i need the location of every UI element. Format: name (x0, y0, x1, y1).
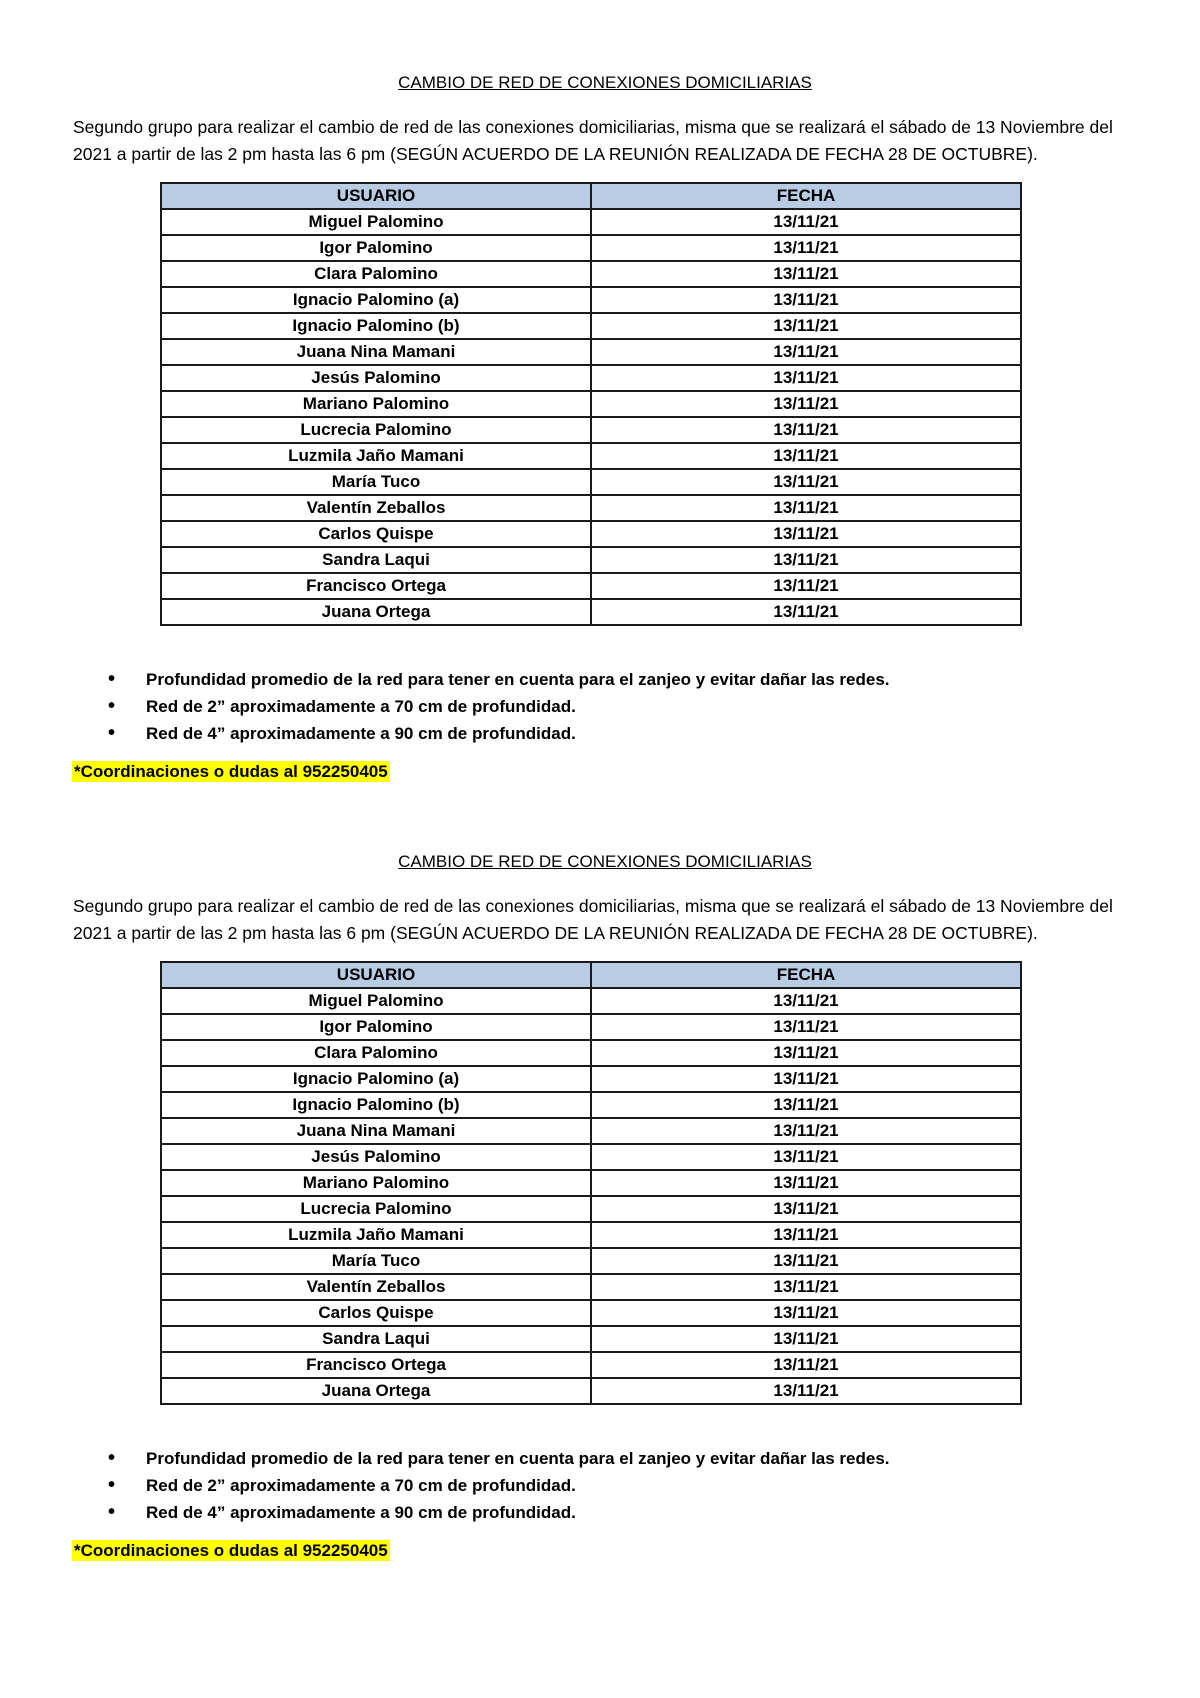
fecha-cell: 13/11/21 (591, 1066, 1021, 1092)
table-row (161, 573, 1021, 599)
note-item (0, 1499, 1200, 1526)
table-row (161, 1014, 1021, 1040)
note-text: Profundidad promedio de la red para tener en cuenta para el zanjeo y evitar dañar las redes. (146, 1449, 890, 1468)
column-header-fecha: FECHA (591, 183, 1021, 209)
note-item (0, 1472, 1200, 1499)
usuario-cell: Ignacio Palomino (a) (161, 1066, 591, 1092)
fecha-cell: 13/11/21 (591, 1196, 1021, 1222)
table-row (161, 1196, 1021, 1222)
note-text: Red de 2” aproximadamente a 70 cm de profundidad. (146, 697, 576, 716)
table-row (161, 521, 1021, 547)
notice-intro: Segundo grupo para realizar el cambio de red de las conexiones domiciliarias, misma que se realizará el sábado de 13 Noviembre del 2021 a partir de las 2 pm hasta las 6 pm (SEGÚN ACUERDO DE LA REUNIÓN REALIZADA DE FECHA 28 DE OCTUBRE). (73, 896, 1113, 943)
fecha-cell: 13/11/21 (591, 988, 1021, 1014)
table-row (161, 1352, 1021, 1378)
fecha-cell: 13/11/21 (591, 521, 1021, 547)
fecha-cell: 13/11/21 (591, 1274, 1021, 1300)
usuario-cell: Sandra Laqui (161, 1326, 591, 1352)
fecha-cell: 13/11/21 (591, 443, 1021, 469)
usuario-cell: María Tuco (161, 469, 591, 495)
table-row (161, 1274, 1021, 1300)
bullet-icon: • (108, 1501, 116, 1523)
table-header-row (161, 183, 1021, 209)
table-body (161, 988, 1021, 1404)
table-row (161, 547, 1021, 573)
usuario-cell: Francisco Ortega (161, 1352, 591, 1378)
table-row (161, 365, 1021, 391)
notice-intro: Segundo grupo para realizar el cambio de red de las conexiones domiciliarias, misma que se realizará el sábado de 13 Noviembre del 2021 a partir de las 2 pm hasta las 6 pm (SEGÚN ACUERDO DE LA REUNIÓN REALIZADA DE FECHA 28 DE OCTUBRE). (73, 117, 1113, 164)
table-body (161, 209, 1021, 625)
notes-list (0, 1445, 1200, 1526)
usuario-cell: Sandra Laqui (161, 547, 591, 573)
usuario-cell: María Tuco (161, 1248, 591, 1274)
table-header-row (161, 962, 1021, 988)
usuario-cell: Luzmila Jaño Mamani (161, 1222, 591, 1248)
fecha-cell: 13/11/21 (591, 365, 1021, 391)
notice-title: CAMBIO DE RED DE CONEXIONES DOMICILIARIAS (398, 852, 812, 871)
table-row (161, 443, 1021, 469)
table-row (161, 417, 1021, 443)
fecha-cell: 13/11/21 (591, 339, 1021, 365)
usuario-cell: Miguel Palomino (161, 209, 591, 235)
usuario-cell: Igor Palomino (161, 235, 591, 261)
usuario-cell: Miguel Palomino (161, 988, 591, 1014)
fecha-cell: 13/11/21 (591, 1118, 1021, 1144)
table-row (161, 339, 1021, 365)
fecha-cell: 13/11/21 (591, 1352, 1021, 1378)
usuario-cell: Valentín Zeballos (161, 495, 591, 521)
usuario-cell: Lucrecia Palomino (161, 1196, 591, 1222)
note-text: Red de 4” aproximadamente a 90 cm de profundidad. (146, 1503, 576, 1522)
note-text: Red de 4” aproximadamente a 90 cm de profundidad. (146, 724, 576, 743)
fecha-cell: 13/11/21 (591, 1170, 1021, 1196)
fecha-cell: 13/11/21 (591, 1040, 1021, 1066)
fecha-cell: 13/11/21 (591, 1326, 1021, 1352)
fecha-cell: 13/11/21 (591, 209, 1021, 235)
usuario-cell: Juana Ortega (161, 599, 591, 625)
table-row (161, 1300, 1021, 1326)
notice-section (0, 851, 1200, 1561)
contact-highlight: *Coordinaciones o dudas al 952250405 (74, 1541, 388, 1560)
table-row (161, 1066, 1021, 1092)
column-header-fecha: FECHA (591, 962, 1021, 988)
fecha-cell: 13/11/21 (591, 1248, 1021, 1274)
table-row (161, 1092, 1021, 1118)
fecha-cell: 13/11/21 (591, 1300, 1021, 1326)
fecha-cell: 13/11/21 (591, 573, 1021, 599)
contact-note (72, 1541, 1200, 1561)
table-row (161, 235, 1021, 261)
usuario-cell: Juana Nina Mamani (161, 1118, 591, 1144)
table-row (161, 495, 1021, 521)
table-row (161, 209, 1021, 235)
usuario-cell: Clara Palomino (161, 261, 591, 287)
table-row (161, 1326, 1021, 1352)
usuario-cell: Igor Palomino (161, 1014, 591, 1040)
usuario-cell: Valentín Zeballos (161, 1274, 591, 1300)
fecha-cell: 13/11/21 (591, 599, 1021, 625)
table-row (161, 261, 1021, 287)
contact-note (72, 762, 1200, 782)
notes-list (0, 666, 1200, 747)
usuario-cell: Lucrecia Palomino (161, 417, 591, 443)
table-row (161, 988, 1021, 1014)
table-row (161, 1040, 1021, 1066)
usuario-cell: Jesús Palomino (161, 1144, 591, 1170)
table-row (161, 1378, 1021, 1404)
bullet-icon: • (108, 695, 116, 717)
fecha-cell: 13/11/21 (591, 495, 1021, 521)
bullet-icon: • (108, 1474, 116, 1496)
table-row (161, 391, 1021, 417)
usuario-cell: Ignacio Palomino (b) (161, 313, 591, 339)
usuario-cell: Ignacio Palomino (b) (161, 1092, 591, 1118)
column-header-usuario: USUARIO (161, 962, 591, 988)
fecha-cell: 13/11/21 (591, 391, 1021, 417)
note-text: Profundidad promedio de la red para tener en cuenta para el zanjeo y evitar dañar las redes. (146, 670, 890, 689)
note-item (0, 1445, 1200, 1472)
table-row (161, 313, 1021, 339)
fecha-cell: 13/11/21 (591, 469, 1021, 495)
fecha-cell: 13/11/21 (591, 1222, 1021, 1248)
fecha-cell: 13/11/21 (591, 313, 1021, 339)
fecha-cell: 13/11/21 (591, 235, 1021, 261)
usuario-cell: Juana Ortega (161, 1378, 591, 1404)
column-header-usuario: USUARIO (161, 183, 591, 209)
schedule-table (160, 182, 1022, 626)
fecha-cell: 13/11/21 (591, 1378, 1021, 1404)
note-item (0, 720, 1200, 747)
fecha-cell: 13/11/21 (591, 287, 1021, 313)
schedule-table (160, 961, 1022, 1405)
table-row (161, 1144, 1021, 1170)
table-row (161, 1170, 1021, 1196)
usuario-cell: Clara Palomino (161, 1040, 591, 1066)
note-item (0, 666, 1200, 693)
bullet-icon: • (108, 1447, 116, 1469)
fecha-cell: 13/11/21 (591, 261, 1021, 287)
table-row (161, 287, 1021, 313)
fecha-cell: 13/11/21 (591, 1144, 1021, 1170)
fecha-cell: 13/11/21 (591, 547, 1021, 573)
table-row (161, 469, 1021, 495)
usuario-cell: Jesús Palomino (161, 365, 591, 391)
table-row (161, 599, 1021, 625)
notice-section (0, 72, 1200, 782)
table-row (161, 1248, 1021, 1274)
bullet-icon: • (108, 722, 116, 744)
usuario-cell: Juana Nina Mamani (161, 339, 591, 365)
usuario-cell: Mariano Palomino (161, 391, 591, 417)
note-item (0, 693, 1200, 720)
note-text: Red de 2” aproximadamente a 70 cm de profundidad. (146, 1476, 576, 1495)
usuario-cell: Carlos Quispe (161, 1300, 591, 1326)
bullet-icon: • (108, 668, 116, 690)
usuario-cell: Francisco Ortega (161, 573, 591, 599)
table-row (161, 1222, 1021, 1248)
notice-title: CAMBIO DE RED DE CONEXIONES DOMICILIARIAS (398, 73, 812, 92)
fecha-cell: 13/11/21 (591, 1092, 1021, 1118)
contact-highlight: *Coordinaciones o dudas al 952250405 (74, 762, 388, 781)
table-row (161, 1118, 1021, 1144)
usuario-cell: Luzmila Jaño Mamani (161, 443, 591, 469)
fecha-cell: 13/11/21 (591, 417, 1021, 443)
usuario-cell: Ignacio Palomino (a) (161, 287, 591, 313)
usuario-cell: Mariano Palomino (161, 1170, 591, 1196)
usuario-cell: Carlos Quispe (161, 521, 591, 547)
fecha-cell: 13/11/21 (591, 1014, 1021, 1040)
